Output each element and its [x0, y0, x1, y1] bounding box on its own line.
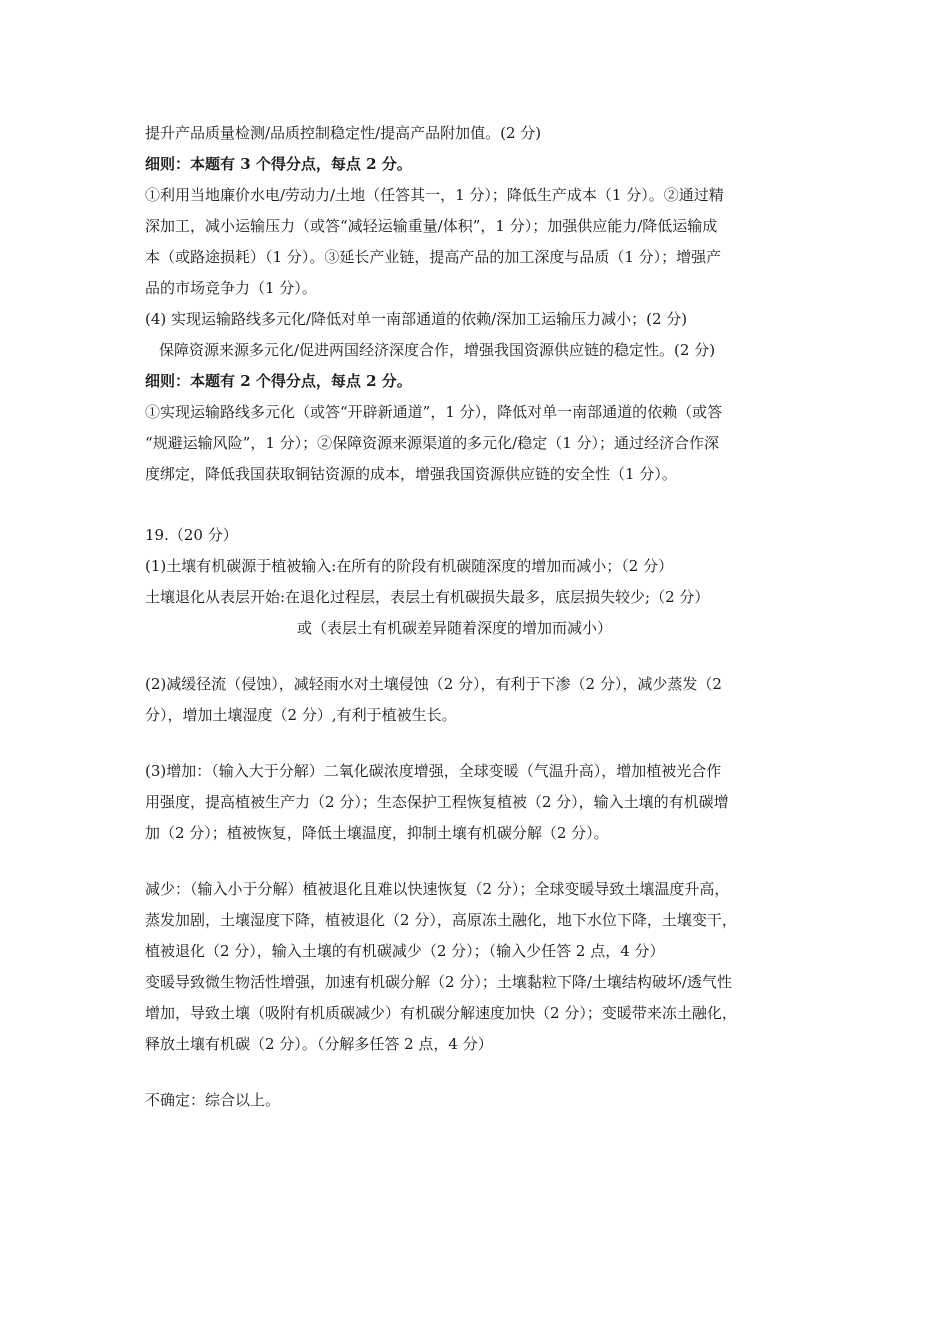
scoring-rule-heading: 细则：本题有 3 个得分点，每点 2 分。 [145, 155, 412, 173]
spacer [145, 490, 810, 520]
question-number: 19.（20 分） [145, 526, 238, 544]
spacer [145, 644, 810, 669]
text-line: 分），增加土壤湿度（2 分）,有利于植被生长。 [145, 706, 457, 724]
text-line: (3)增加：（输入大于分解）二氧化碳浓度增强，全球变暖（气温升高），增加植被光合作 [145, 762, 722, 780]
text-line: 用强度，提高植被生产力（2 分）；生态保护工程恢复植被（2 分），输入土壤的有机碳增 [145, 793, 729, 811]
text-line: ①实现运输路线多元化（或答“开辟新通道”，1 分），降低对单一南部通道的依赖（或答 [145, 403, 723, 421]
text-line: (2)减缓径流（侵蚀），减轻雨水对土壤侵蚀（2 分），有利于下渗（2 分），减少蒸发（2 [145, 675, 722, 693]
text-line: (1)土壤有机碳源于植被输入:在所有的阶段有机碳随深度的增加而减小；（2 分） [145, 557, 674, 575]
text-line: (4) 实现运输路线多元化/降低对单一南部通道的依赖/深加工运输压力减小；(2 分) [145, 310, 688, 328]
text-line: 提升产品质量检测/品质控制稳定性/提高产品附加值。(2 分) [145, 124, 542, 142]
answer-key-content [145, 118, 810, 1116]
text-line: 或（表层土有机碳差异随着深度的增加而减小） [297, 619, 613, 637]
text-line: 减少：（输入小于分解）植被退化且难以快速恢复（2 分）；全球变暖导致土壤温度升高， [145, 880, 730, 898]
text-line: 保障资源来源多元化/促进两国经济深度合作，增强我国资源供应链的稳定性。(2 分) [159, 341, 716, 359]
spacer [145, 1060, 810, 1085]
text-line: 加（2 分）；植被恢复，降低土壤温度，抑制土壤有机碳分解（2 分）。 [145, 824, 609, 842]
text-line: 度绑定，降低我国获取铜钴资源的成本，增强我国资源供应链的安全性（1 分）。 [145, 465, 677, 483]
text-line: 本（或路途损耗）（1 分）。③延长产业链，提高产品的加工深度与品质（1 分）；增强产 [145, 248, 722, 266]
spacer [145, 731, 810, 756]
text-line: 蒸发加剧，土壤湿度下降，植被退化（2 分），高原冻土融化，地下水位下降，土壤变干， [145, 911, 737, 929]
text-line: ①利用当地廉价水电/劳动力/土地（任答其一，1 分）；降低生产成本（1 分）。②通过精 [145, 186, 724, 204]
text-line: 变暖导致微生物活性增强，加速有机碳分解（2 分）；土壤黏粒下降/土壤结构破坏/透气性 [145, 973, 732, 991]
text-line: 土壤退化从表层开始:在退化过程层，表层土有机碳损失最多，底层损失较少;（2 分） [145, 588, 710, 606]
text-line: “规避运输风险”，1 分）；②保障资源来源渠道的多元化/稳定（1 分）；通过经济合作深 [145, 434, 720, 452]
text-line: 品的市场竞争力（1 分）。 [145, 279, 317, 297]
text-line: 植被退化（2 分），输入土壤的有机碳减少（2 分）；（输入少任答 2 点，4 分） [145, 942, 665, 960]
scoring-rule-heading: 细则：本题有 2 个得分点，每点 2 分。 [145, 372, 412, 390]
text-line: 深加工，减小运输压力（或答“减轻运输重量/体积”，1 分）；加强供应能力/降低运输成 [145, 217, 718, 235]
text-line: 不确定：综合以上。 [145, 1091, 281, 1109]
text-line: 增加，导致土壤（吸附有机质碳减少）有机碳分解速度加快（2 分）；变暖带来冻土融化， [145, 1004, 737, 1022]
text-line: 释放土壤有机碳（2 分）。（分解多任答 2 点，4 分） [145, 1035, 493, 1053]
spacer [145, 849, 810, 874]
